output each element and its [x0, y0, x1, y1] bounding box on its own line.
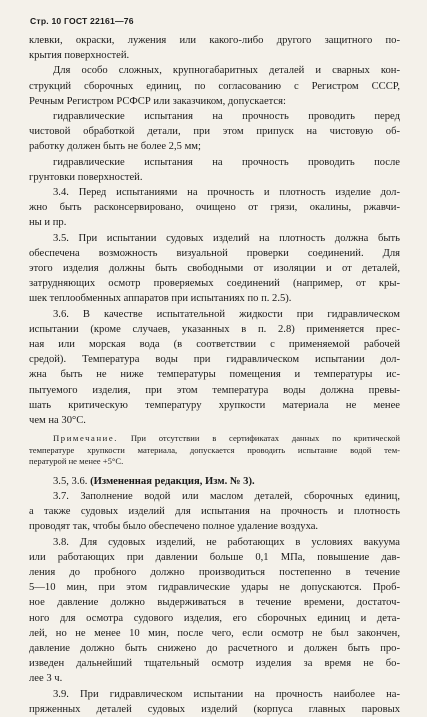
text-line: клевки, окраски, лужения или какого-либо другого защитного по-: [29, 35, 400, 46]
text-line: гидравлические испытания на прочность проводить перед: [53, 111, 400, 123]
text-line: пряженных деталей судовых изделий (корпуса главных паровых: [29, 703, 400, 715]
text-line: лее 3 ч.: [29, 673, 63, 685]
text-line: грунтовки поверхностей.: [29, 171, 143, 183]
text-line: жна быть не ниже температуры помещения и температуры ис-: [29, 369, 400, 381]
text-line: средой). Температура воды при гидравлическом испытании дол-: [29, 354, 400, 366]
amendment-text: (Измененная редакция, Изм. № 3).: [90, 475, 255, 487]
text-line: или работающих при давлении больше 0,1 МПа, повышение дав-: [29, 551, 400, 563]
note-line: температуре хрупкости материала, допускается проводить испытание водой тем-: [29, 444, 400, 455]
text-line: давление должно быть снижено до расчетного и должен быть про-: [29, 643, 400, 655]
text-line: ное давление должно выдерживаться в течение времени, достаточ-: [29, 597, 400, 609]
note-line: пературой не менее +5°С.: [29, 456, 124, 467]
text-line: изведен дальнейший тщательный осмотр изделия за время не бо-: [29, 658, 400, 670]
text-line: чем на 30°С.: [29, 415, 86, 427]
text-line: струкций сборочных единиц, по согласованию с Регистром СССР,: [29, 80, 400, 92]
text-block-2: [29, 489, 400, 717]
paragraph: [29, 307, 400, 429]
text-line: ного для осмотра судового изделия, его сборочных единиц и дета-: [29, 612, 400, 624]
page-header: Стр. 10 ГОСТ 22161—76: [30, 16, 134, 26]
text-line: Для особо сложных, крупногабаритных деталей и сварных кон-: [53, 65, 400, 77]
note-text: При отсутствии в сертификатах данных по критической: [130, 433, 400, 444]
paragraph: [29, 687, 400, 717]
text-line: работку должен быть не более 2,5 мм;: [29, 141, 201, 153]
paragraph: [29, 109, 400, 155]
text-line: ная или морская вода (в соответствии с применяемой рабочей: [29, 339, 400, 351]
text-line: Речным Регистром РСФСР или заказчиком, допускается:: [29, 95, 286, 107]
text-line: шек теплообменных аппаратов при испытаниях по п. 2.5).: [29, 293, 292, 305]
text-line: испытании (кроме случаев, указанных в п. 2.8) применяется прес-: [29, 323, 400, 335]
text-line: 3.5. При испытании судовых изделий на плотность должна быть: [53, 232, 400, 244]
text-line: а также судовых изделий для испытания на прочность и плотность: [29, 506, 400, 518]
text-line: 3.6. В качестве испытательной жидкости при гидравлическом: [53, 308, 400, 320]
paragraph: [29, 489, 400, 535]
text-line: лей, но не менее 10 мин, после чего, если осмотр не был закончен,: [29, 627, 400, 639]
note-block: [29, 433, 400, 468]
paragraph: [29, 63, 400, 109]
text-line: ления до пробного должно производиться постепенно в течение: [29, 567, 400, 578]
text-line: 3.8. Для судовых изделий, не работающих в условиях вакуума: [53, 536, 400, 548]
text-line: этого изделия должны быть свободными от изоляции и от деталей,: [29, 263, 400, 275]
note-label: Примечание.: [53, 433, 119, 444]
text-line: обеспечена возможность визуальной проверки соединений. Для: [29, 247, 400, 259]
text-line: жно быть расконсервировано, очищено от грязи, окалины, ржавчи-: [29, 202, 400, 214]
text-line: чистовой обработкой детали, при этом припуск на чистовую об-: [29, 126, 400, 138]
text-line: шать критическую температуру хрупкости материала не менее: [29, 399, 400, 411]
amendment-prefix: 3.5, 3.6.: [53, 475, 88, 487]
text-line: 3.9. При гидравлическом испытании на прочность наиболее на-: [53, 688, 400, 700]
text-line: 3.7. Заполнение водой или маслом деталей, сборочных единиц,: [53, 490, 400, 502]
paragraph: [29, 185, 400, 231]
text-line: ны и пр.: [29, 217, 67, 229]
paragraph: [29, 155, 400, 185]
text-line: пытуемого изделия, при этом температура воды должна превы-: [29, 384, 400, 396]
text-line: затрудняющих осмотр проверяемых соединений (например, от кры-: [29, 278, 400, 290]
text-block-1: [29, 33, 400, 428]
paragraph: [29, 33, 400, 63]
text-line: гидравлические испытания на прочность проводить после: [53, 156, 400, 168]
text-line: 3.4. Перед испытаниями на прочность и плотность изделие дол-: [53, 187, 400, 199]
note-line: [29, 433, 400, 445]
paragraph: [29, 231, 400, 307]
text-line: 5—10 мин, при этом гидравлические удары не допускаются. Проб-: [29, 582, 400, 594]
amendment-line: [29, 474, 400, 489]
text-line: крытия поверхностей.: [29, 50, 130, 62]
text-line: проводят так, чтобы было обеспечено полное удаление воздуха.: [29, 521, 319, 533]
